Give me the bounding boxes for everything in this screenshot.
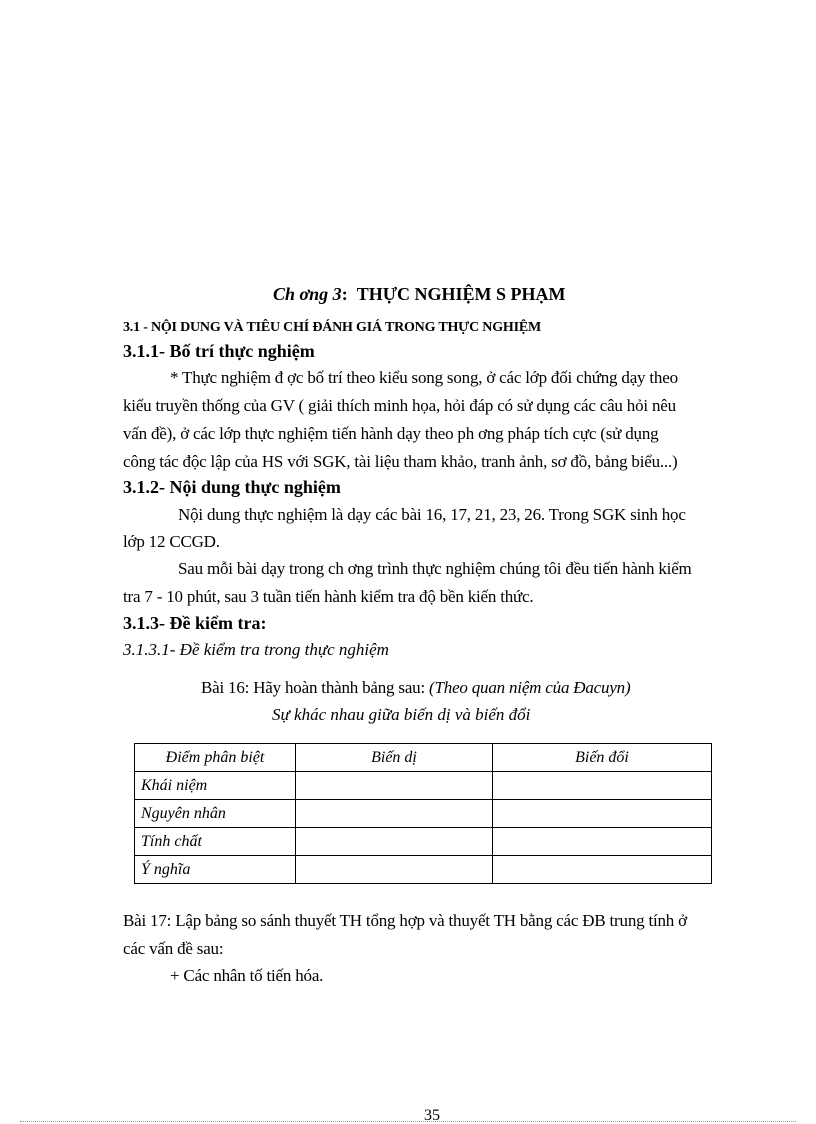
chapter-title <box>273 285 566 303</box>
footer-divider <box>20 1121 796 1122</box>
table-row <box>135 828 712 856</box>
table-row <box>135 772 712 800</box>
table-cell <box>493 800 712 828</box>
bai16-prefix: Bài 16: Hãy hoàn thành bảng sau: <box>201 678 430 697</box>
table-cell <box>296 772 493 800</box>
table-header-cell: Biến đổi <box>493 744 712 772</box>
table-row <box>135 800 712 828</box>
table-row-label: Nguyên nhân <box>135 800 296 828</box>
table-row-label: Khái niệm <box>135 772 296 800</box>
chapter-heading: THỰC NGHIỆM S PHẠM <box>356 284 566 304</box>
section-3-1-heading: 3.1 - NỘI DUNG VÀ TIÊU CHÍ ĐÁNH GIÁ TRONG THỰC NGHIỆM <box>123 320 541 335</box>
section-3-1-2-heading: 3.1.2- Nội dung thực nghiệm <box>123 477 341 497</box>
table-cell <box>296 856 493 884</box>
table-cell <box>493 856 712 884</box>
table-caption: Sự khác nhau giữa biến dị và biến đổi <box>272 705 531 724</box>
section-3-1-3-heading: 3.1.3- Đề kiểm tra: <box>123 613 267 633</box>
table-header-cell: Điểm phân biệt <box>135 744 296 772</box>
s311-line-4: công tác độc lập của HS với SGK, tài liệu tham khảo, tranh ảnh, sơ đồ, bảng biểu...) <box>123 452 678 471</box>
s311-line-1: * Thực nghiệm đ ợc bố trí theo kiểu song song, ở các lớp đối chứng dạy theo <box>170 368 678 387</box>
table-row <box>135 856 712 884</box>
page-number: 35 <box>424 1107 440 1124</box>
bai16-instruction <box>201 679 630 696</box>
table-cell <box>296 828 493 856</box>
chapter-label: Ch ơng 3 <box>273 284 342 304</box>
bai17-line-2: các vấn đề sau: <box>123 939 224 958</box>
s312-line-4: tra 7 - 10 phút, sau 3 tuần tiến hành kiểm tra độ bền kiến thức. <box>123 587 534 606</box>
table-header-cell: Biến dị <box>296 744 493 772</box>
section-3-1-3-1-heading: 3.1.3.1- Đề kiểm tra trong thực nghiệm <box>123 640 389 659</box>
bai17-item-1: + Các nhân tố tiến hóa. <box>170 966 324 985</box>
table-cell <box>493 772 712 800</box>
s311-line-3: vấn đề), ở các lớp thực nghiệm tiến hành dạy theo ph ơng pháp tích cực (sử dụng <box>123 424 659 443</box>
table-row-label: Tính chất <box>135 828 296 856</box>
s312-line-3: Sau mỗi bài dạy trong ch ơng trình thực nghiệm chúng tôi đều tiến hành kiểm <box>178 559 692 578</box>
bai16-note: (Theo quan niệm của Đacuyn) <box>429 678 631 697</box>
s311-line-2: kiểu truyền thống của GV ( giải thích minh họa, hỏi đáp có sử dụng các câu hỏi nêu <box>123 396 676 415</box>
comparison-table <box>134 743 712 884</box>
table-cell <box>493 828 712 856</box>
chapter-colon: : <box>341 284 348 304</box>
table-header-row <box>135 744 712 772</box>
section-3-1-1-heading: 3.1.1- Bố trí thực nghiệm <box>123 341 315 361</box>
table-cell <box>296 800 493 828</box>
bai17-line-1: Bài 17: Lập bảng so sánh thuyết TH tổng hợp và thuyết TH bằng các ĐB trung tính ở <box>123 911 687 930</box>
s312-line-1: Nội dung thực nghiệm là dạy các bài 16, 17, 21, 23, 26. Trong SGK sinh học <box>178 505 686 524</box>
table-row-label: Ý nghĩa <box>135 856 296 884</box>
s312-line-2: lớp 12 CCGD. <box>123 532 220 551</box>
